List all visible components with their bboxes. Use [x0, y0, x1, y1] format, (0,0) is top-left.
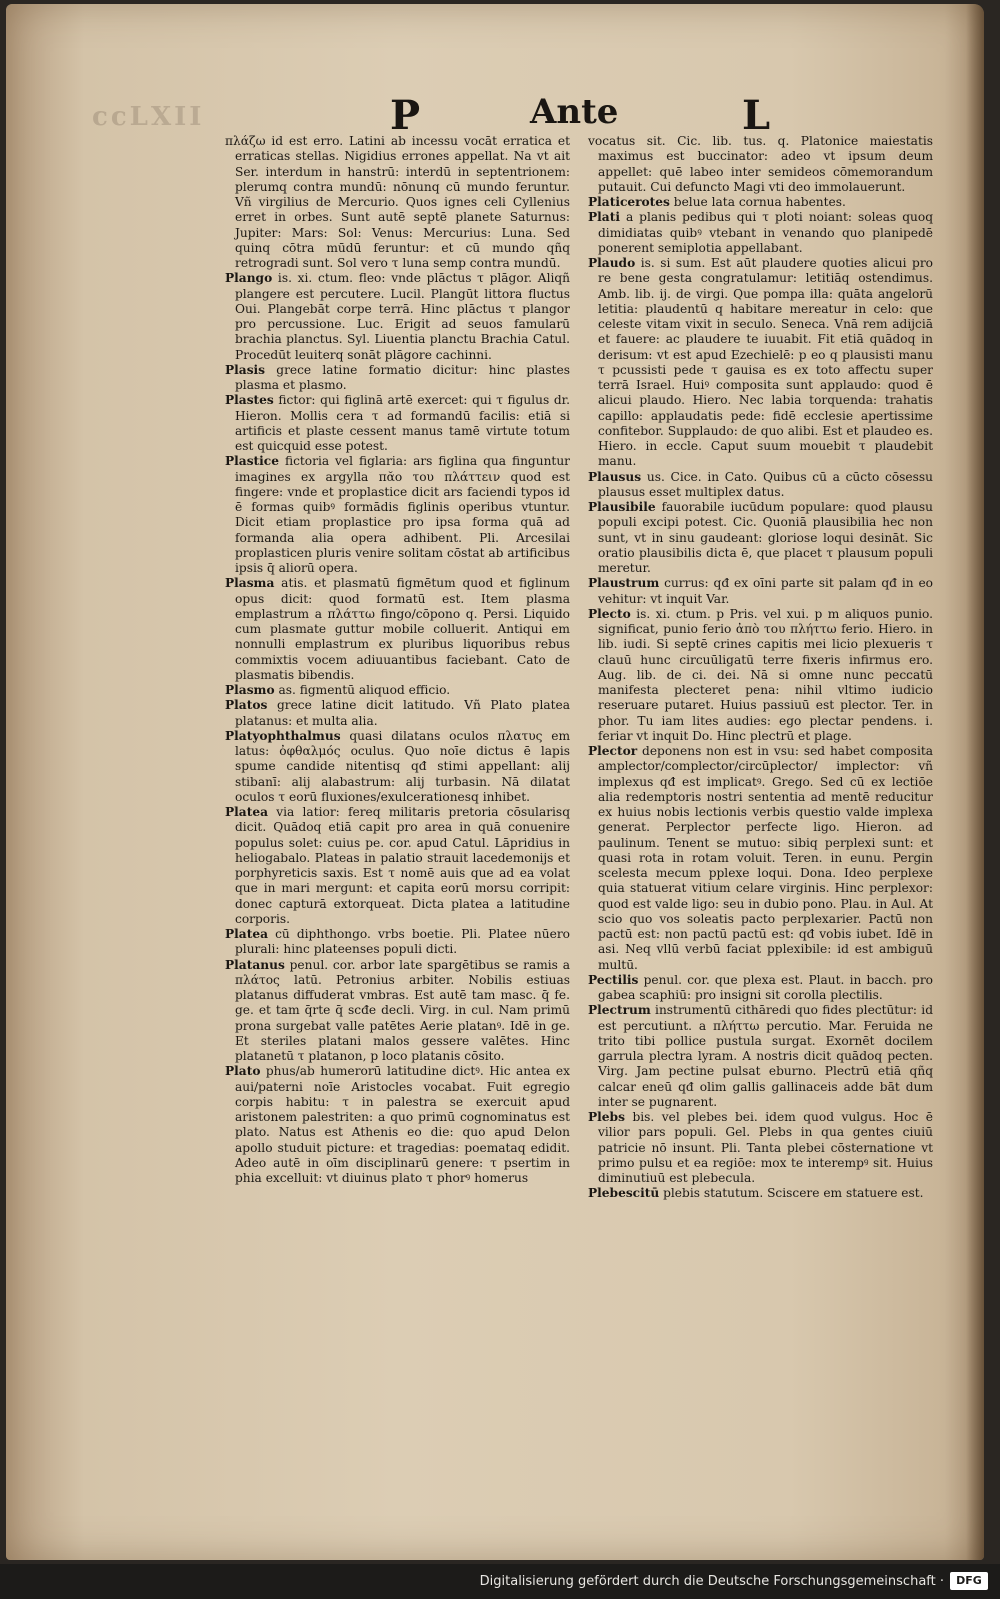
- entry-lemma: Pectilis: [588, 972, 639, 987]
- entry-text: currus: qđ ex oīni parte sit palam qđ in eo vehitur: vt inquit Var.: [598, 576, 933, 606]
- dictionary-entry: [225, 134, 570, 271]
- dictionary-entry: [588, 134, 933, 195]
- dictionary-entry: [588, 576, 933, 607]
- entry-text: vocatus sit. Cic. lib. tus. q. Platonice maiestatis maximus est buccinator: adeo vt ipsum deum appellet: quē labeo inter semideos cōmemorandum putauit. Cui defuncto Magi vti deo immolauerunt.: [588, 134, 933, 194]
- entry-text: quasi dilatans oculos πλατυς em latus: ὀφθαλμός oculus. Quo noīe dictus ē lapis spume candide nitentisq qđ stimi appellant: alij stibanī: alij alabastrum: alij turbasin. Nā dilatat oculos τ eorū fluxiones/exulcerationesq inhibet.: [235, 728, 570, 804]
- entry-lemma: Plebs: [588, 1110, 625, 1124]
- entry-text: fictoria vel figlaria: ars figlina qua finguntur imagines ex argylla πᾰο του πλάττειν quod est fingere: vnde et proplastice dicit ars faciendi typos id ē formas quibꝰ formādis figlinis operibus vtuntur. Dicit etiam proplastice pro ipsa forma quā ad formanda alia opera adhibent. Pli. Arcesilai proplasticen pluris venire solitam cōstat ab artificibus ipsis q̄ aliorū opera.: [235, 454, 570, 575]
- entry-text: as. figmentū aliquod efficio.: [278, 683, 451, 697]
- entry-text: plebis statutum. Sciscere em statuere est.: [663, 1186, 924, 1201]
- dictionary-entry: [588, 607, 933, 744]
- entry-lemma: Plango: [225, 271, 273, 286]
- entry-lemma: Plasma: [225, 576, 275, 591]
- entry-lemma: Plebescitū: [588, 1186, 660, 1201]
- entry-lemma: Platos: [225, 698, 268, 713]
- entry-lemma: Plastice: [225, 454, 279, 469]
- dictionary-entry: [225, 958, 570, 1065]
- entry-lemma: Platyophthalmus: [225, 728, 341, 743]
- dictionary-entry: [225, 729, 570, 805]
- entry-text: penul. cor. que plexa est. Plaut. in bacch. pro gabea scaphiū: pro insigni sit corolla plectilis.: [598, 972, 934, 1002]
- entry-text: is. si sum. Est aūt plaudere quoties alicui pro re bene gesta congratulamur: letitiāq ostendimus. Amb. lib. ij. de virgi. Que pompa illa: quāta angelorū letitia: plaudentū q habitare mereatur in celo: que celeste vitam vixit in seculo. Seneca. Vnā rem adijciā et fauere: ac plaudere te iuuabit. Fit etiā quādoq in derisum: vt est apud Ezechielē: p eo q plausisti manu τ pcussisti pede τ gauisa es ex toto affectu super terrā Israel. Huiꝰ composita sunt applaudo: quod ē alicui plaudo. Hiero. Nec labia torquenda: trahatis capillo: applaudatis pede: fidē ecclesie apertissime confitebor. Supplaudo: de quo alibi. Est et plaudeo es. Hiero. in eccle. Caput suum mouebit τ plaudebit manu.: [598, 256, 933, 469]
- entry-text: via latior: fereq militaris pretoria cōsularisq dicit. Quādoq etiā capit pro area in quā conuenire populus solet: cuius pe. cor. apud Catul. Lāpridius in heliogabalo. Plateas in palatio strauit lacedemonijs et porphyreticis saxis. Est τ nomē auis que ad ea volat que in mari mergunt: et capita eorū morsu corripit: donec capturā extorqueat. Dicta platea a latitudine corporis.: [235, 805, 570, 926]
- entry-text: us. Cice. in Cato. Quibus cū a cūcto cōsessu plausus esset multiplex datus.: [598, 469, 934, 499]
- entry-text: instrumentū cithāredi quo fides plectūtur: id est percutiunt. a πλήττω percutio. Mar. Feruida ne trito tibi pollice pustula surgat. Exornēt docilem garrula plectra lyram. A nostris dicit quādoq pecten. Virg. Jam pectine pulsat eburno. Plectrū etiā qñq calcar eneū qđ olim gallis gallinaceis adde bāt dum inter se pugnarent.: [598, 1003, 933, 1109]
- entry-lemma: Platicerotes: [588, 195, 670, 209]
- dictionary-entry: [588, 256, 933, 470]
- dictionary-entry: [225, 1064, 570, 1186]
- entry-text: grece latine formatio dicitur: hinc plastes plasma et plasmo.: [235, 362, 570, 392]
- entry-text: fictor: qui figlinā artē exercet: qui τ figulus dr. Hieron. Mollis cera τ ad formandū facilis: etiā si artificis et plaste cessent manus tamē virtute totum est quicquid esse potest.: [235, 393, 571, 453]
- page-spine-shadow: [966, 4, 984, 1560]
- entry-lemma: Plati: [588, 210, 620, 225]
- left-column: [225, 134, 570, 1186]
- entry-lemma: Plector: [588, 744, 638, 758]
- entry-lemma: Plausus: [588, 469, 642, 484]
- entry-text: is. xi. ctum. fleo: vnde plāctus τ plāgor. Aliqñ plangere est percutere. Lucil. Plangūt littora fluctus Oui. Plangebāt corpe terrā. Hinc plāctus τ plangor pro percussione. Luc. Erigit ad seuos famularū brachia planctus. Syl. Liuentia planctu Brachia Catul. Procedūt leuiterq sonāt plāgore cachinni.: [235, 271, 571, 362]
- entry-lemma: Plectrum: [588, 1003, 651, 1018]
- entry-lemma: Plausibile: [588, 500, 656, 514]
- dictionary-entry: [225, 805, 570, 927]
- entry-text: atis. et plasmatū figmētum quod et figlinum opus dicit: quod formatū est. Item plasma emplastrum a πλάττω fingo/cōpono q. Persi. Liquido cum plasmate guttur mobile colluerit. Antiqui em nonnulli emplastrum ex pluribus liquoribus rebus commixtis vocem adiuuantibus faciebant. Cato de plasmatis bibendis.: [235, 576, 570, 682]
- entry-text: deponens non est in vsu: sed habet composita amplector/complector/circūplector/ implector: vñ implexus qđ est implicatꝰ. Grego. Sed cū ex lectiōe alia redemptoris nostri sententia ad mentē reducitur ex huius nobis lectionis verbis questio valde implexa generat. Perplector perfecte ligo. Hieron. ad paulinum. Tenent se mutuo: sibiq perplexi sunt: et quasi rota in rotam voluit. Teren. in eunu. Pergin scelesta mecum pplexe loqui. Dona. Ideo perplexe quia statuerat vitium celare virginis. Hinc perplexor: quod est valde ligo: seu in dubio pono. Plau. in Aul. At scio quo vos soleatis pacto perplexarier. Pactū non pactū est: non pactū pactū est: qđ vobis iubet. Idē in asi. Neq vllū verbū faciat pplexibile: id est ambiguū multū.: [598, 744, 934, 972]
- dictionary-entry: [588, 1186, 933, 1201]
- entry-text: fauorabile iucūdum populare: quod plausu populi excipi potest. Cic. Quoniā plausibilia hec non sunt, vt in sinu gaudeant: gloriose loqui desināt. Sic oratio plausibilis dicta ē, que placet τ plausum populi meretur.: [598, 500, 933, 575]
- running-head-word: Ante: [530, 92, 619, 132]
- dictionary-entry: [588, 744, 933, 973]
- dictionary-entry: [225, 683, 570, 698]
- entry-text: penul. cor. arbor late spargētibus se ramis a πλάτος latū. Petronius arbiter. Nobilis estiuas platanus diffuderat vmbras. Est autē tam masc. q̄ fe. ge. et tam q̄rte q̄ scđe decli. Virg. in cul. Nam primū prona surgebat valle patētes Aerie platanꝰ. Idē in ge. Et steriles platani malos gessere valētes. Hinc platanetū τ platanon, p loco platanis cōsito.: [235, 957, 571, 1063]
- entry-text: bis. vel plebes bei. idem quod vulgus. Hoc ē vilior pars populi. Gel. Plebs in qua gentes ciuiū patricie nō insunt. Pli. Tanta plebei cōsternatione vt primo pulsu et ea regiōe: mox te interempꝰ sit. Huius diminutiuū est plebecula.: [598, 1110, 933, 1185]
- running-head-letter-right: L: [742, 92, 771, 139]
- footer-credit: Digitalisierung gefördert durch die Deutsche Forschungsgemeinschaft ·: [479, 1574, 944, 1589]
- entry-text: cū diphthongo. vrbs boetie. Pli. Platee nūero plurali: hinc plateenses populi dicti.: [235, 927, 570, 957]
- entry-lemma: Plecto: [588, 606, 631, 621]
- dictionary-entry: [588, 470, 933, 501]
- entry-text: grece latine dicit latitudo. Vñ Plato platea platanus: et multa alia.: [235, 698, 570, 728]
- running-head-letter: P: [390, 92, 421, 139]
- dfg-logo: DFG: [950, 1572, 988, 1590]
- dictionary-entry: [588, 973, 933, 1004]
- entry-lemma: Plasis: [225, 362, 266, 377]
- dictionary-entry: [225, 271, 570, 363]
- entry-lemma: Plasmo: [225, 683, 275, 697]
- entry-lemma: Platea: [225, 805, 268, 819]
- footer-bar: [0, 1564, 1000, 1599]
- entry-text: is. xi. ctum. p Pris. vel xui. p m aliquos punio. significat, punio ferio ἀπὸ του πλήττω ferio. Hiero. in lib. iudi. Si septē crines capitis mei licio plexueris τ clauū hunc circuūligatū terre fixeris infirmus ero. Aug. lib. de ci. dei. Nā si omne nunc peccatū manifesta plecteret pena: nihil vltimo iudicio reseruare putaret. Huius passiuū est plector. Ter. in phor. Tu iam lites audies: ego plectar pendens. i. feriar vt inquit Do. Hinc plectrū et plage.: [598, 606, 934, 743]
- bleed-through-text: ccLXII: [92, 102, 205, 132]
- dictionary-entry: [588, 210, 933, 256]
- dictionary-entry: [225, 927, 570, 958]
- entry-lemma: Platea: [225, 927, 268, 941]
- entry-lemma: Platanus: [225, 957, 285, 972]
- dictionary-entry: [225, 454, 570, 576]
- dictionary-entry: [225, 698, 570, 729]
- entry-text: phus/ab humerorū latitudine dictꝰ. Hic antea ex aui/paterni noīe Aristocles vocabat. Fuit egregio corpis habitu: τ in palestra se exercuit apud aristonem palestriten: a quo primū cognominatus est plato. Natus est Athenis eo die: quo apud Delon apollo studuit picture: et tragedias: poemataq edidit. Adeo autē in oīm disciplinarū genere: τ psertim in phia excelluit: vt diuinus plato τ phorꝰ homerus: [235, 1064, 570, 1185]
- dictionary-entry: [225, 393, 570, 454]
- dictionary-entry: [588, 1003, 933, 1110]
- dictionary-entry: [588, 500, 933, 576]
- entry-text: belue lata cornua habentes.: [673, 195, 846, 209]
- entry-lemma: Plato: [225, 1064, 261, 1079]
- entry-lemma: Plastes: [225, 393, 274, 408]
- entry-text: a planis pedibus qui τ ploti noiant: soleas quoq dimidiatas quibꝰ vtebant in venando quo planipedē ponerent semiplotia appellabant.: [598, 210, 933, 255]
- entry-lemma: Plaudo: [588, 256, 636, 270]
- dictionary-entry: [225, 576, 570, 683]
- dictionary-entry: [225, 363, 570, 394]
- dictionary-entry: [588, 1110, 933, 1186]
- dictionary-entry: [588, 195, 933, 210]
- entry-text: πλάζω id est erro. Latini ab incessu vocāt erratica et erraticas stellas. Nigidius errones appellat. Na vt ait Ser. interdum in hanstrū: interdū in septentrionem: plerumq contra mundū: nōnunq cū mundo feruntur. Vñ virgilius de Mercurio. Quos ignes celi Cyllenius erret in orbes. Sunt autē septē planete Saturnus: Jupiter: Mars: Sol: Venus: Mercurius: Luna. Sed quinq cōtra mūdū feruntur: et cū mundo qñq retrogradi sunt. Sol vero τ luna semp contra mundū.: [225, 134, 570, 270]
- right-column: [588, 134, 933, 1202]
- entry-lemma: Plaustrum: [588, 576, 660, 591]
